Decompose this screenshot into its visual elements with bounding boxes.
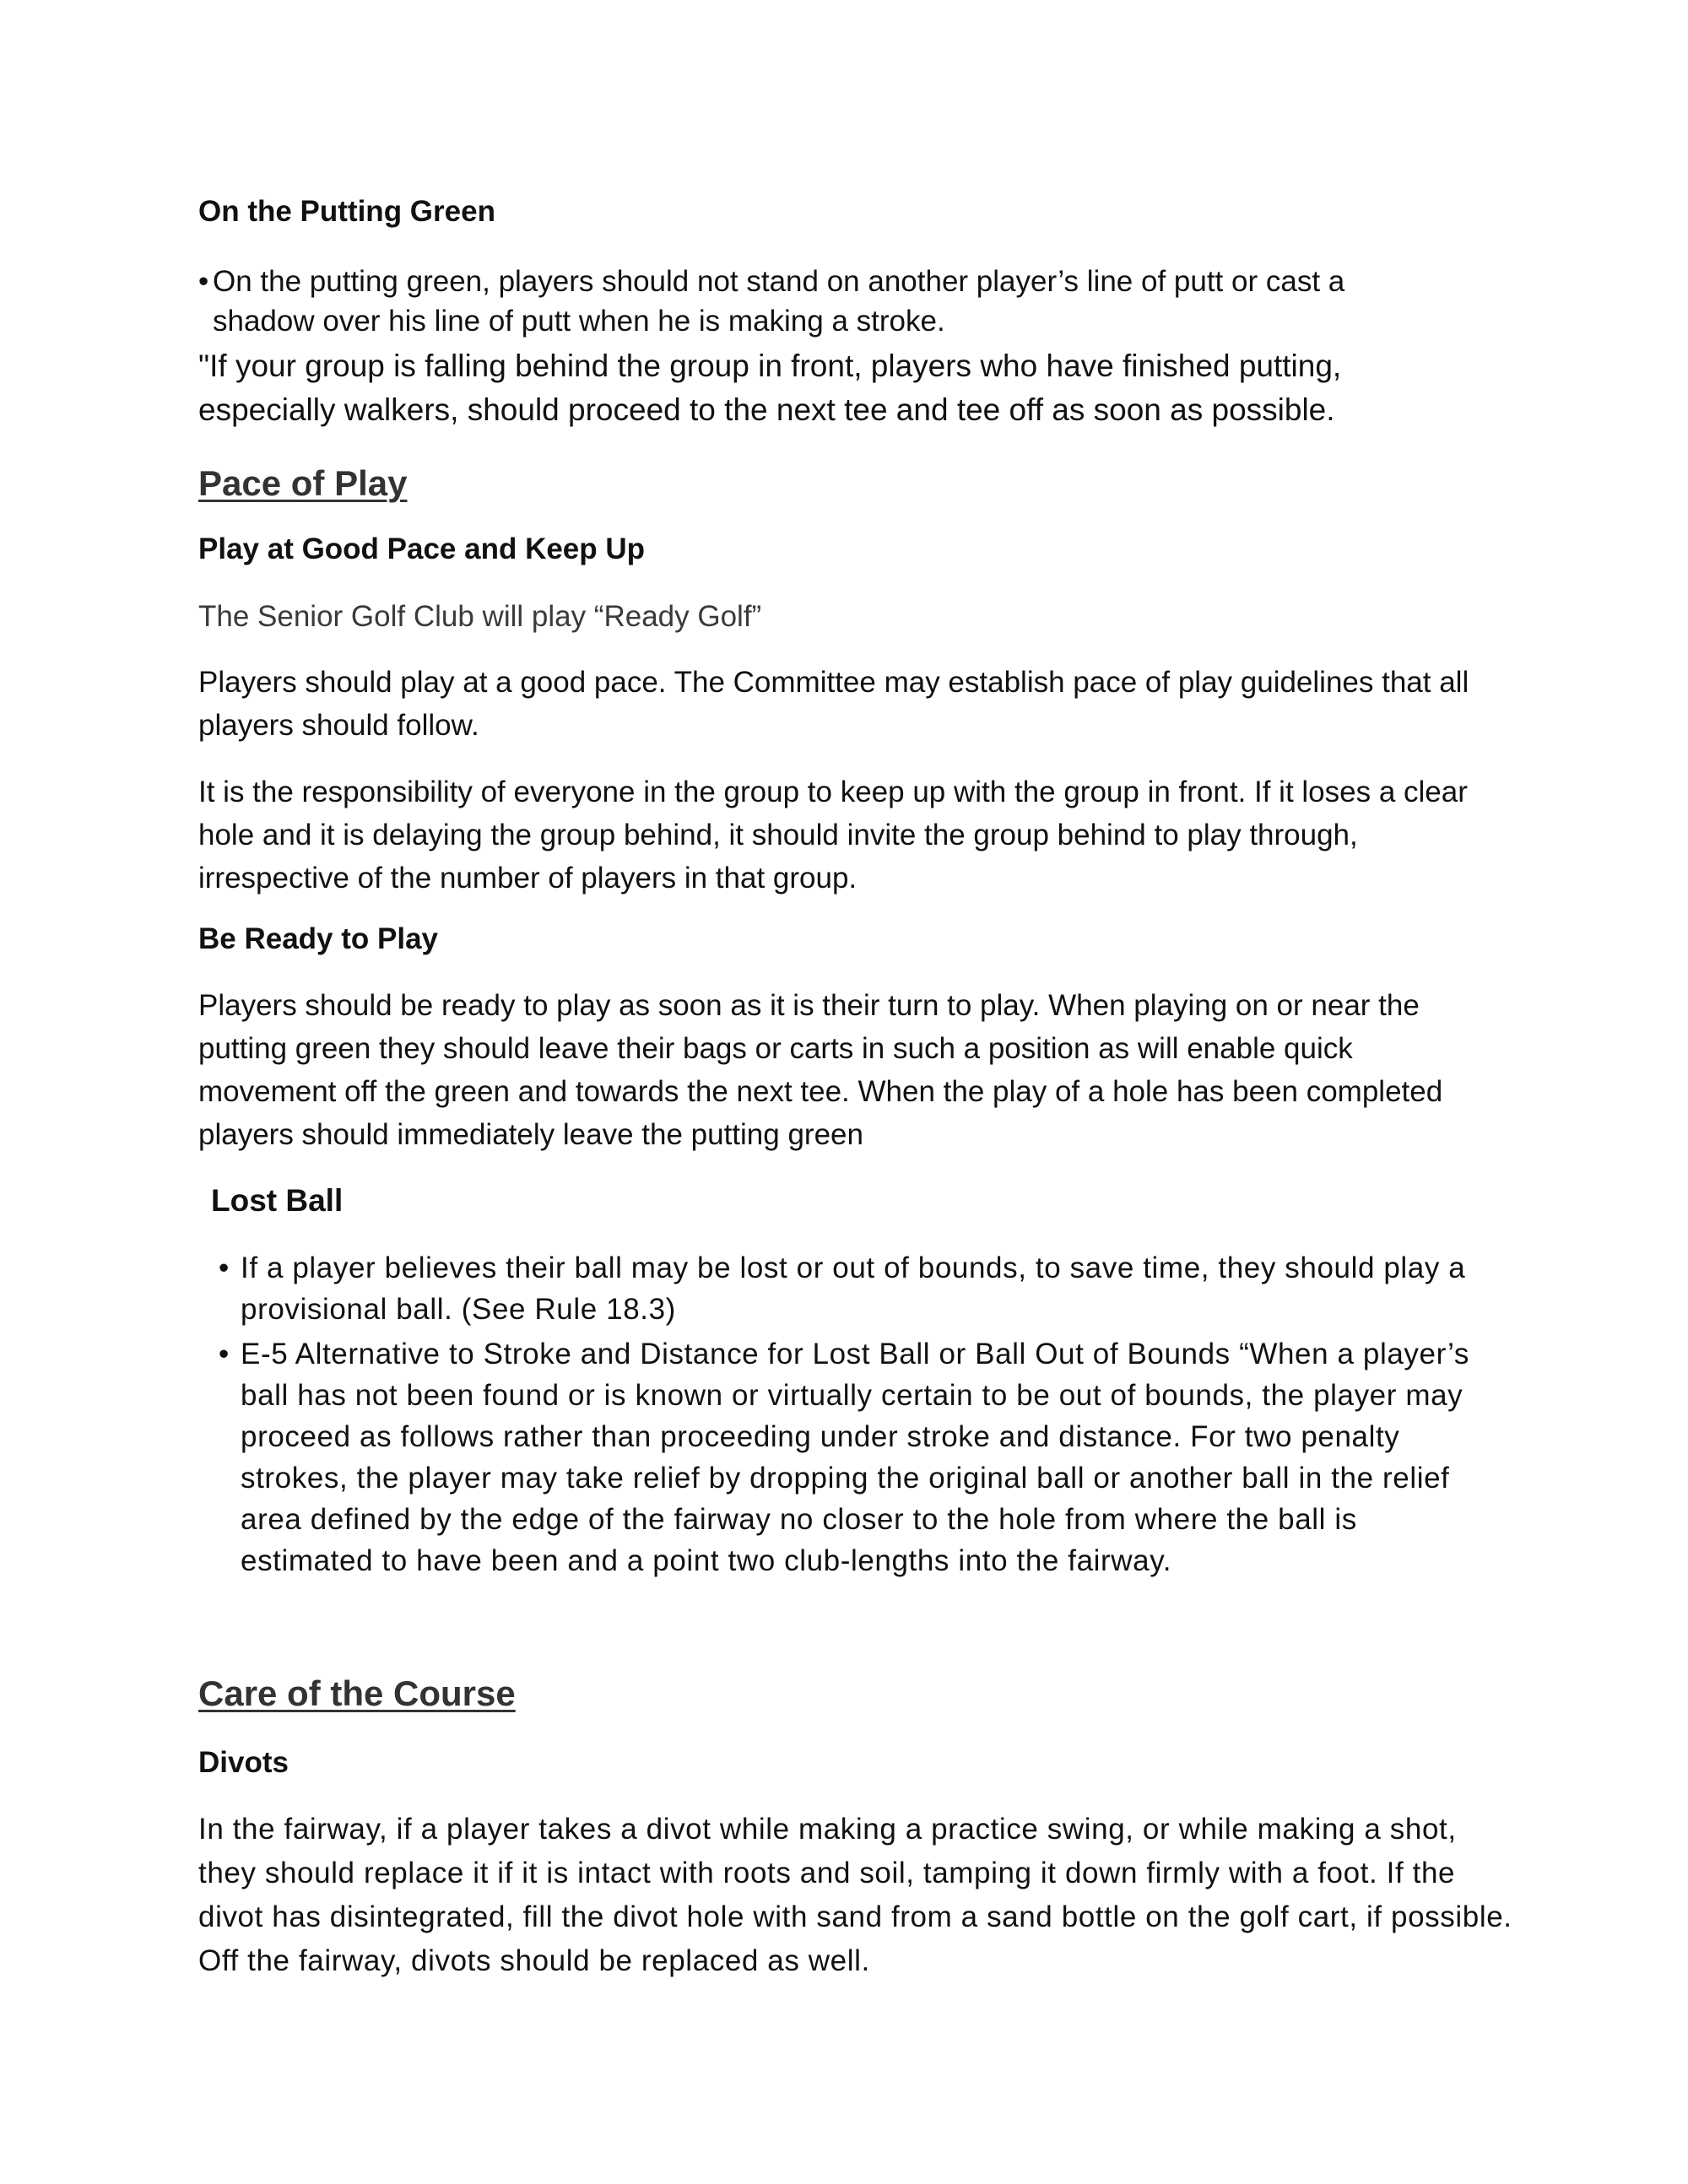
putting-green-bullet-text: On the putting green, players should not stand on another player’s line of putt or cast a shadow over his line of putt when he is making a stroke. — [213, 265, 1345, 338]
bullet-icon: • — [198, 265, 209, 298]
be-ready-paragraph: Players should be ready to play as soon as it is their turn to play. When playing on or near the putting green they should leave their bags or carts in such a position as will enable quick movement off the green and towards the next tee. When the play of a hole has been completed players should immediately leave the putting green — [198, 989, 1443, 1151]
lost-ball-heading-block — [211, 1183, 343, 1219]
divots-para-block — [198, 1808, 1515, 1983]
putting-green-bullet-block — [198, 262, 1414, 341]
putting-green-note: "If your group is falling behind the group in front, players who have finished putting, especially walkers, should proceed to the next tee and tee off as soon as possible. — [198, 349, 1342, 427]
care-of-course-title: Care of the Course — [198, 1673, 516, 1713]
good-pace-heading: Play at Good Pace and Keep Up — [198, 532, 646, 565]
list-item — [198, 262, 1414, 341]
pace-paragraph-2: It is the responsibility of everyone in the group to keep up with the group in front. If it loses a clear hole and it is delaying the group behind, it should invite the group behind to play through, irrespective of the number of players in that group. — [198, 776, 1468, 895]
ready-para-block — [198, 984, 1481, 1156]
pace-para2-block — [198, 770, 1515, 900]
divots-paragraph: In the fairway, if a player takes a divot while making a practice swing, or while making a shot, they should replace it if it is intact with roots and soil, tamping it down firmly with a foot. If the divot has disintegrated, fill the divot hole with sand from a sand bottle on the golf cart, if possible. Off the fairway, divots should be replaced as well. — [198, 1813, 1512, 1977]
bullet-icon: • — [219, 1338, 230, 1370]
pace-of-play-title-block — [198, 462, 407, 505]
lost-ball-bullet-1: If a player believes their ball may be lost or out of bounds, to save time, they should play a provisional ball. (See Rule 18.3) — [241, 1251, 1466, 1326]
lost-ball-heading: Lost Ball — [211, 1183, 344, 1218]
lost-ball-list-block — [210, 1247, 1476, 1581]
ready-golf-text: The Senior Golf Club will play “Ready Golf” — [198, 600, 762, 633]
divots-heading: Divots — [198, 1746, 289, 1779]
lost-ball-bullet-2: E-5 Alternative to Stroke and Distance for Lost Ball or Ball Out of Bounds “When a player’s ball has not been found or is known or virtually certain to be out of bounds, the player may proceed as follows rather than proceeding under stroke and distance. For two penalty strokes, the player may take relief by dropping the original ball or another ball in the relief area defined by the edge of the fairway no closer to the hole from where the ball is estimated to have been and a point two club-lengths into the fairway. — [241, 1338, 1469, 1577]
ready-golf-block — [198, 595, 761, 638]
good-pace-heading-block — [198, 532, 645, 567]
pace-para1-block — [198, 661, 1481, 747]
pace-of-play-title: Pace of Play — [198, 463, 408, 503]
list-item — [210, 1333, 1476, 1581]
pace-paragraph-1: Players should play at a good pace. The Committee may establish pace of play guidelines that all players should follow. — [198, 666, 1469, 742]
ready-heading-block — [198, 922, 438, 957]
be-ready-heading: Be Ready to Play — [198, 922, 438, 955]
care-title-block — [198, 1673, 516, 1715]
putting-green-section — [198, 194, 1515, 230]
lost-ball-list — [210, 1247, 1476, 1581]
putting-green-note-block — [198, 344, 1414, 432]
putting-green-list — [198, 262, 1414, 341]
putting-green-heading: On the Putting Green — [198, 195, 495, 228]
bullet-icon: • — [219, 1251, 230, 1284]
divots-heading-block — [198, 1745, 289, 1781]
list-item — [210, 1247, 1476, 1330]
